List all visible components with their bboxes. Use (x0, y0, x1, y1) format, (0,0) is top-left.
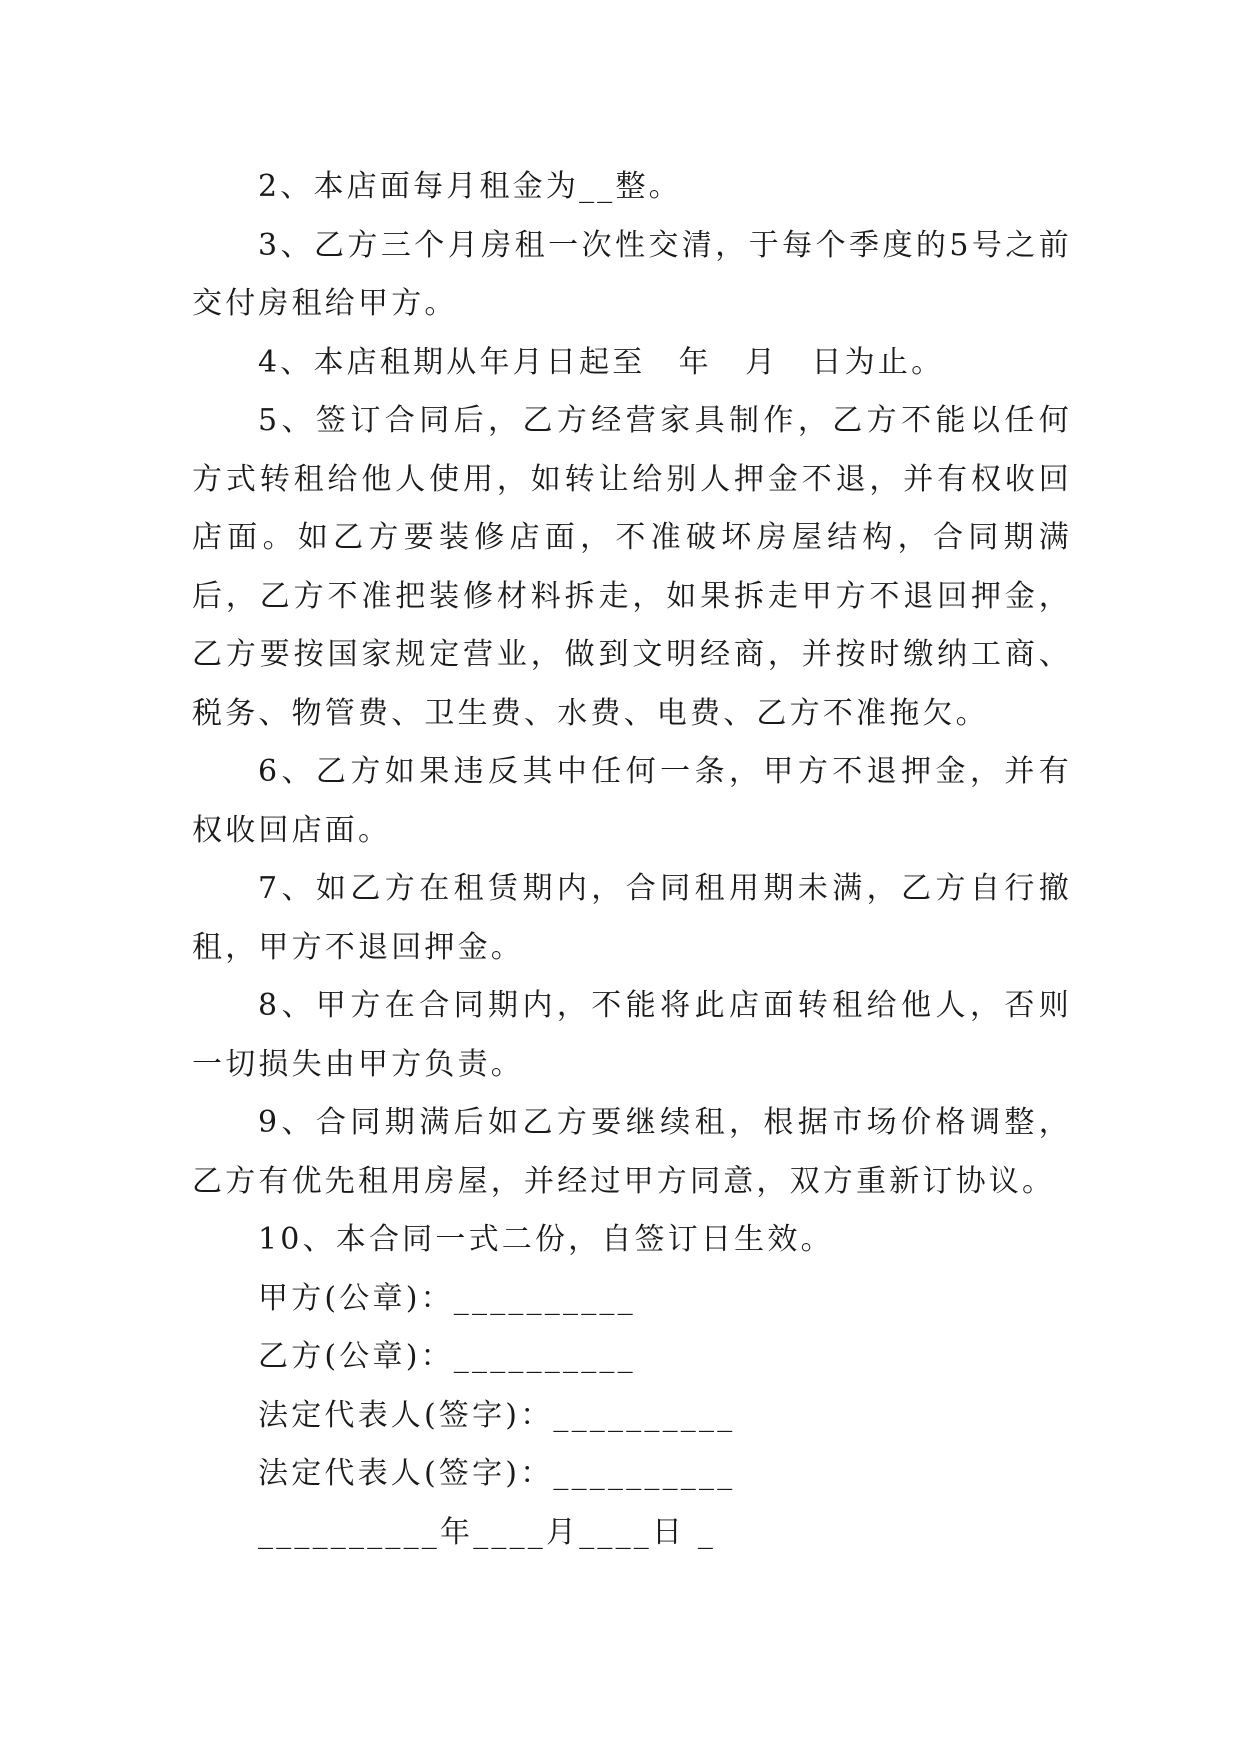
contract-page (192, 158, 1072, 1562)
date-line: __________年____月____日 _ (258, 1514, 717, 1550)
legal-representative-signature-line: 法定代表人(签字)：__________ (258, 1397, 736, 1433)
party-b-seal-line: 乙方(公章)：__________ (258, 1339, 636, 1374)
legal-representative-signature-line: 法定代表人(签字)：__________ (258, 1456, 736, 1491)
clause-10: 10、本合同一式二份，自签订日生效。 (258, 1222, 834, 1257)
clause-5: 5、签订合同后，乙方经营家具制作，乙方不能以任何方式转租给他人使用，如转让给别人押金不退，并有权收回店面。如乙方要装修店面，不准破坏房屋结构，合同期满后，乙方不准把装修材料拆走，如果拆走甲方不退回押金，乙方要按国家规定营业，做到文明经商，并按时缴纳工商、税务、物管费、卫生费、水费、电费、乙方不准拖欠。 (192, 403, 1072, 731)
party-a-seal-line: 甲方(公章)：__________ (258, 1280, 636, 1316)
clause-4: 4、本店租期从年月日起至 年 月 日为止。 (258, 344, 945, 380)
clause-7: 7、如乙方在租赁期内，合同租用期未满，乙方自行撤租，甲方不退回押金。 (192, 871, 1072, 965)
clause-8: 8、甲方在合同期内，不能将此店面转租给他人，否则一切损失由甲方负责。 (192, 988, 1072, 1082)
clause-2: 2、本店面每月租金为__整。 (258, 169, 682, 204)
clause-6: 6、乙方如果违反其中任何一条，甲方不退押金，并有权收回店面。 (192, 754, 1072, 848)
clause-9: 9、合同期满后如乙方要继续租，根据市场价格调整，乙方有优先租用房屋，并经过甲方同意，双方重新订协议。 (192, 1105, 1072, 1199)
clause-3: 3、乙方三个月房租一次性交清，于每个季度的5号之前交付房租给甲方。 (192, 227, 1072, 321)
